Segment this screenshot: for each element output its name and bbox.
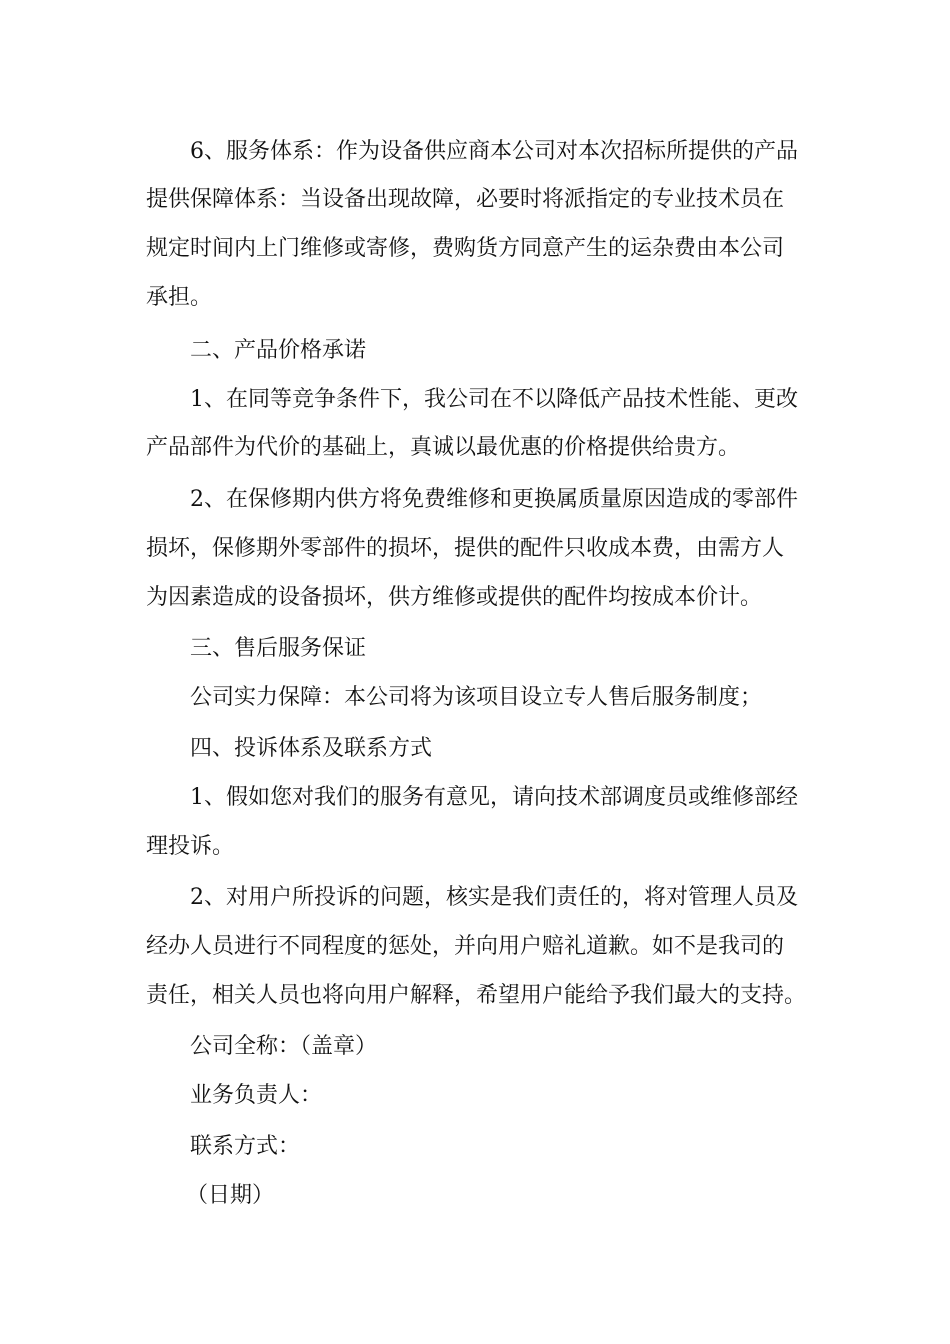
paragraph-service-system-line-4 (0, 282, 950, 314)
paragraph-price-2-line-1 (0, 484, 950, 516)
text-line: 公司实力保障：本公司将为该项目设立专人售后服务制度； (190, 685, 763, 710)
paragraph-service-system-line-1 (0, 136, 950, 168)
paragraph-service-system-line-2 (0, 184, 950, 216)
text-line: 1、在同等竞争条件下，我公司在不以降低产品技术性能、更改 (190, 387, 798, 412)
text-line: 产品部件为代价的基础上，真诚以最优惠的价格提供给贵方。 (146, 435, 741, 460)
paragraph-complaint-1-line-1 (0, 782, 950, 814)
section-heading-price-commitment (0, 335, 950, 367)
paragraph-price-1-line-1 (0, 384, 950, 416)
paragraph-complaint-2-line-1 (0, 882, 950, 914)
text-line: 6、服务体系：作为设备供应商本公司对本次招标所提供的产品 (190, 139, 798, 164)
text-line: 责任，相关人员也将向用户解释，希望用户能给予我们最大的支持。 (146, 983, 807, 1008)
text-line: 规定时间内上门维修或寄修，费购货方同意产生的运杂费由本公司 (146, 236, 785, 261)
heading-text: 二、产品价格承诺 (190, 338, 367, 363)
heading-text: 四、投诉体系及联系方式 (190, 736, 433, 761)
text-line: 损坏，保修期外零部件的损坏，提供的配件只收成本费，由需方人 (146, 536, 785, 561)
paragraph-service-system-line-3 (0, 233, 950, 265)
text-line: 提供保障体系：当设备出现故障，必要时将派指定的专业技术员在 (146, 187, 785, 212)
paragraph-price-1-line-2 (0, 432, 950, 464)
paragraph-price-2-line-3 (0, 582, 950, 614)
text-line: 1、假如您对我们的服务有意见，请向技术部调度员或维修部经 (190, 785, 798, 810)
date-label (0, 1180, 950, 1212)
company-full-name-label (0, 1031, 950, 1063)
text-line: 2、在保修期内供方将免费维修和更换属质量原因造成的零部件 (190, 487, 798, 512)
text-line: 理投诉。 (146, 834, 235, 859)
text-line: 承担。 (146, 285, 213, 310)
text-line: 经办人员进行不同程度的惩处，并向用户赔礼道歉。如不是我司的 (146, 934, 785, 959)
heading-text: 三、售后服务保证 (190, 636, 367, 661)
text-line: （日期） (186, 1183, 275, 1208)
section-heading-after-sales (0, 633, 950, 665)
text-line: 为因素造成的设备损坏，供方维修或提供的配件均按成本价计。 (146, 585, 763, 610)
paragraph-price-2-line-2 (0, 533, 950, 565)
contact-method-label (0, 1131, 950, 1163)
section-heading-complaints (0, 733, 950, 765)
text-line: 业务负责人： (190, 1083, 323, 1108)
paragraph-after-sales (0, 682, 950, 714)
paragraph-complaint-2-line-2 (0, 931, 950, 963)
text-line: 公司全称：（盖章） (190, 1034, 378, 1059)
text-line: 联系方式： (190, 1134, 301, 1159)
paragraph-complaint-1-line-2 (0, 831, 950, 863)
business-contact-person-label (0, 1080, 950, 1112)
paragraph-complaint-2-line-3 (0, 980, 950, 1012)
text-line: 2、对用户所投诉的问题，核实是我们责任的，将对管理人员及 (190, 885, 798, 910)
